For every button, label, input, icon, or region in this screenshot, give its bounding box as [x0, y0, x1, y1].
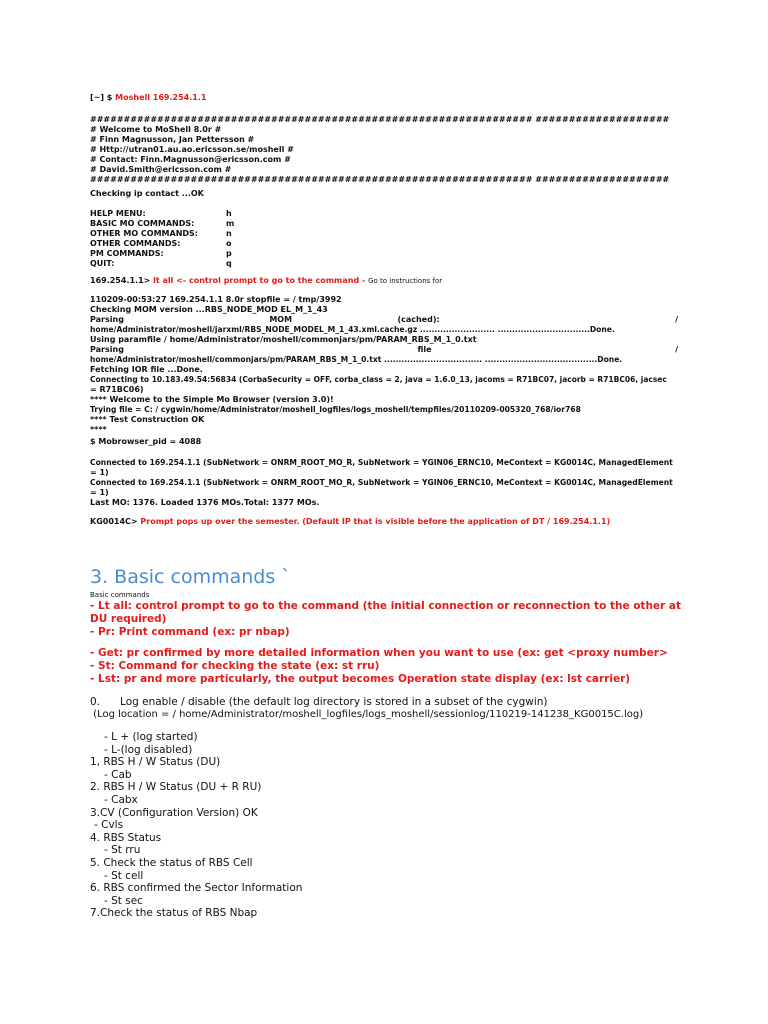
body-line: - L-(log disabled)	[104, 743, 193, 756]
log-line: Checking MOM version ...RBS_NODE_MOD EL_M_1_43	[90, 305, 328, 314]
prompt-note: Go to instructions for	[368, 277, 443, 285]
command-item: - Lt all: control prompt to go to the command (the initial connection or reconnection to the other at DU required)	[90, 600, 681, 625]
body-line: 5. Check the status of RBS Cell	[90, 856, 253, 869]
command-item: - Get: pr confirmed by more detailed information when you want to use (ex: get <proxy number>	[90, 647, 668, 659]
log-line: **** Welcome to the Simple Mo Browser (version 3.0)!	[90, 395, 334, 404]
log-line: Trying file = C: / cygwin/home/Administrator/moshell_logfiles/logs_moshell/tempfiles/20110209-005320_768/ior768	[90, 405, 581, 414]
body-line: 3.CV (Configuration Version) OK	[90, 806, 258, 819]
menu-key: o	[226, 239, 232, 248]
log-line: Connecting to 10.183.49.54:56834 (CorbaSecurity = OFF, corba_class = 2, java = 1.6.0_13, jacoms = R71BC07, jacorb = R71BC06, jacsec	[90, 375, 667, 384]
kg-red-text: Prompt pops up over the semester. (Default IP that is visible before the application of DT / 169.254.1.1)	[140, 517, 611, 526]
log-word: Parsing	[90, 345, 124, 354]
command-steps	[90, 731, 730, 920]
log-output	[90, 295, 680, 435]
help-menu	[90, 209, 234, 269]
banner-line: # Http://utran01.au.ao.ericsson.se/moshell #	[90, 145, 294, 154]
banner-line: # Contact: Finn.Magnusson@ericsson.com #	[90, 155, 291, 164]
section-heading: 3. Basic commands `	[90, 566, 291, 588]
menu-label: QUIT:	[90, 259, 115, 268]
prompt-host: 169.254.1.1>	[90, 276, 154, 285]
menu-label: HELP MENU:	[90, 209, 146, 218]
log-line: Fetching IOR file ...Done.	[90, 365, 203, 374]
command-list-2	[90, 647, 690, 686]
connected-line: Last MO: 1376. Loaded 1376 MOs.Total: 1377 MOs.	[90, 498, 320, 507]
connected-line: = 1)	[90, 468, 109, 477]
prompt-command: Moshell 169.254.1.1	[115, 93, 207, 102]
body-line: 7.Check the status of RBS Nbap	[90, 907, 258, 920]
log-word: Parsing	[90, 315, 124, 324]
body-line: 4. RBS Status	[90, 831, 162, 844]
connected-line: = 1)	[90, 488, 109, 497]
log-split-row	[90, 315, 678, 325]
log-line: Using paramfile / home/Administrator/moshell/commonjars/pm/PARAM_RBS_M_1_0.txt	[90, 335, 477, 344]
body-line: - Cabx	[104, 793, 138, 806]
menu-row	[90, 249, 234, 259]
menu-key: n	[226, 229, 232, 238]
command-item: - St: Command for checking the state (ex: st rru)	[90, 660, 380, 672]
connected-line: Connected to 169.254.1.1 (SubNetwork = ONRM_ROOT_MO_R, SubNetwork = YGIN06_ERNC10, MeContext = KG0014C, ManagedElement	[90, 458, 673, 467]
command-item: - Lst: pr and more particularly, the output becomes Operation state display (ex: lst carrier)	[90, 673, 631, 685]
body-line: - St cell	[104, 869, 144, 882]
banner-line: ################################################################## ####################	[90, 115, 670, 124]
log-line: **** Test Construction OK	[90, 415, 205, 424]
kg-prompt-line	[90, 517, 610, 527]
log-word: /	[675, 315, 678, 324]
body-line: 1, RBS H / W Status (DU)	[90, 756, 221, 769]
body-line: - St sec	[104, 894, 143, 907]
body-line: (Log location = / home/Administrator/moshell_logfiles/logs_moshell/sessionlog/110219-141238_KG0015C.log)	[90, 708, 644, 720]
log-split-row	[90, 345, 678, 355]
menu-row	[90, 259, 234, 269]
menu-key: q	[226, 259, 232, 268]
log-word: (cached):	[397, 315, 440, 324]
checking-line: Checking ip contact ...OK	[90, 189, 204, 198]
section-subtitle: Basic commands	[90, 591, 150, 599]
kg-prefix: KG0014C>	[90, 517, 141, 526]
menu-label: PM COMMANDS:	[90, 249, 164, 258]
log-word: /	[675, 345, 678, 354]
body-line: - Cvls	[94, 819, 124, 832]
lt-all-prompt	[90, 276, 442, 286]
log-line: 110209-00:53:27 169.254.1.1 8.0r stopfile = / tmp/3992	[90, 295, 342, 304]
prompt-prefix: [~] $	[90, 93, 116, 102]
command-item: - Pr: Print command (ex: pr nbap)	[90, 626, 290, 638]
body-line: 0. Log enable / disable (the default log directory is stored in a subset of the cygwin)	[90, 696, 548, 708]
menu-row	[90, 209, 234, 219]
welcome-banner	[90, 115, 669, 185]
menu-row	[90, 239, 234, 249]
log-line: home/Administrator/moshell/commonjars/pm/PARAM_RBS_M_1_0.txt .................................. .......................................Done.	[90, 355, 623, 364]
log-enable-section	[90, 696, 730, 721]
mobrowser-pid: $ Mobrowser_pid = 4088	[90, 437, 202, 446]
command-list-1	[90, 600, 690, 639]
menu-label: OTHER MO COMMANDS:	[90, 229, 198, 238]
body-line: - St rru	[104, 844, 141, 857]
log-line: = R71BC06)	[90, 385, 144, 394]
banner-line: ################################################################## ####################	[90, 175, 670, 184]
body-line: - Cab	[104, 768, 132, 781]
log-word: MOM	[269, 315, 293, 324]
body-line: 6. RBS confirmed the Sector Information	[90, 882, 303, 895]
log-line: home/Administrator/moshell/jarxml/RBS_NODE_MODEL_M_1_43.xml.cache.gz .......................... ................................Done.	[90, 325, 615, 334]
body-line: - L + (log started)	[104, 731, 198, 743]
connected-line: Connected to 169.254.1.1 (SubNetwork = ONRM_ROOT_MO_R, SubNetwork = YGIN06_ERNC10, MeContext = KG0014C, ManagedElement	[90, 478, 673, 487]
menu-row	[90, 219, 234, 229]
shell-prompt	[90, 93, 206, 103]
prompt-red-text: lt all <- control prompt to go to the command -	[153, 276, 369, 285]
banner-line: # David.Smith@ericsson.com #	[90, 165, 232, 174]
menu-key: p	[226, 249, 232, 258]
banner-line: # Welcome to MoShell 8.0r #	[90, 125, 222, 134]
body-line: 2. RBS H / W Status (DU + R RU)	[90, 781, 262, 794]
menu-row	[90, 229, 234, 239]
menu-label: BASIC MO COMMANDS:	[90, 219, 195, 228]
log-line: ****	[90, 425, 107, 434]
menu-key: m	[226, 219, 235, 228]
banner-line: # Finn Magnusson, Jan Pettersson #	[90, 135, 255, 144]
menu-label: OTHER COMMANDS:	[90, 239, 181, 248]
connected-block	[90, 458, 690, 508]
log-word: file	[417, 345, 432, 354]
menu-key: h	[226, 209, 232, 218]
